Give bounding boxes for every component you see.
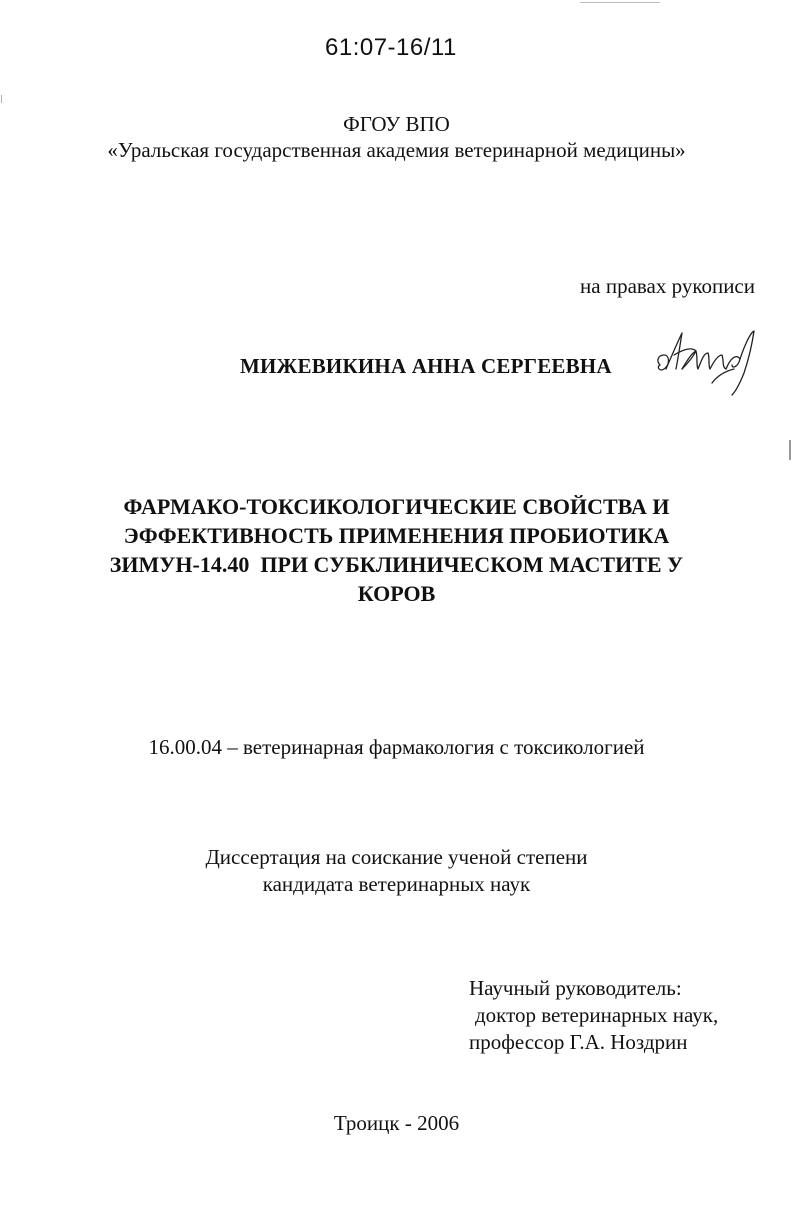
archive-code: 61:07-16/11 (325, 34, 457, 61)
signature-icon (652, 325, 760, 400)
supervisor-name: профессор Г.А. Ноздрин (469, 1030, 688, 1054)
degree-statement (0, 844, 793, 898)
manuscript-note: на правах рукописи (580, 274, 755, 298)
organization-name: «Уральская государственная академия ветеринарной медицины» (107, 138, 686, 162)
supervisor-block (469, 975, 718, 1056)
specialty: 16.00.04 – ветеринарная фармакология с токсикологией (148, 735, 645, 759)
dissertation-title (0, 492, 793, 608)
city-year: Троицк - 2006 (333, 1111, 460, 1135)
title-line: ФАРМАКО-ТОКСИКОЛОГИЧЕСКИЕ СВОЙСТВА И (123, 494, 670, 519)
degree-line: кандидата ветеринарных наук (262, 872, 531, 896)
supervisor-degree: доктор ветеринарных наук, (475, 1003, 719, 1027)
scan-artifact-right (789, 440, 791, 460)
author-name: МИЖЕВИКИНА АННА СЕРГЕЕВНА (240, 354, 612, 378)
title-line: ЭФФЕКТИВНОСТЬ ПРИМЕНЕНИЯ ПРОБИОТИКА (123, 523, 670, 548)
supervisor-label: Научный руководитель: (469, 976, 682, 1000)
title-line: ЗИМУН-14.40 ПРИ СУБКЛИНИЧЕСКОМ МАСТИТЕ У (109, 552, 684, 577)
scan-artifact-top (580, 2, 660, 3)
title-line: КОРОВ (357, 581, 436, 606)
organization-abbreviation: ФГОУ ВПО (343, 112, 450, 136)
scan-artifact-left (1, 95, 2, 103)
degree-line: Диссертация на соискание ученой степени (205, 845, 588, 869)
